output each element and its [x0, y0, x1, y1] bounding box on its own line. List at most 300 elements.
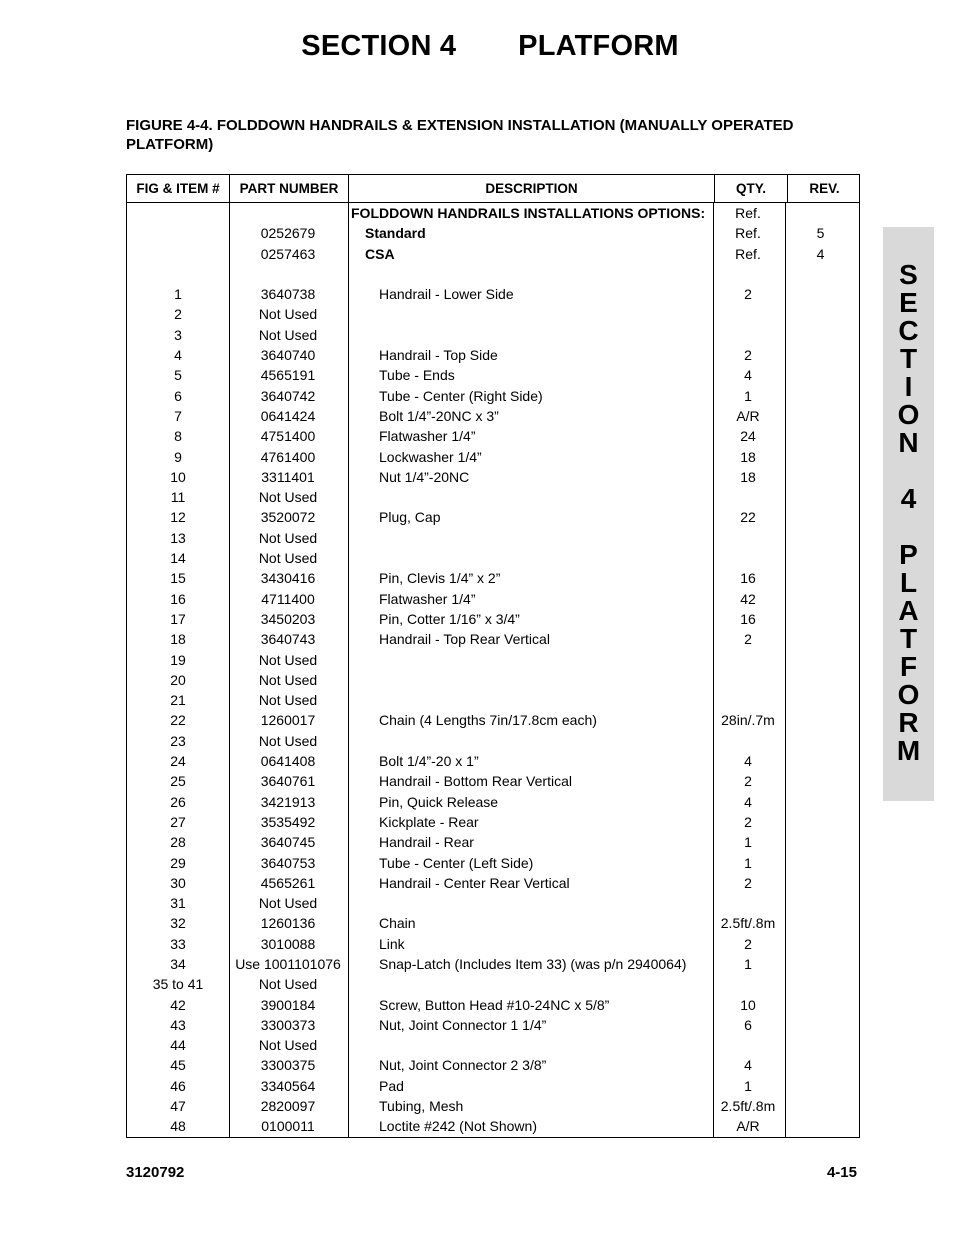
cell-part-number: 4565261 [260, 874, 316, 891]
cell-description: Standard [365, 225, 426, 242]
table-header [127, 175, 859, 203]
table-row [127, 832, 859, 852]
cell-description: Nut, Joint Connector 1 1/4” [379, 1016, 547, 1033]
cell-item-number: 46 [170, 1077, 186, 1094]
cell-part-number: 3520072 [260, 509, 316, 526]
parts-table [126, 174, 860, 1138]
cell-revision [784, 853, 857, 873]
cell-part-number: Not Used [258, 976, 318, 993]
column-header-description: DESCRIPTION [349, 175, 715, 202]
cell-description: Tubing, Mesh [379, 1098, 464, 1115]
cell-description: Chain (4 Lengths 7in/17.8cm each) [379, 712, 597, 729]
cell-quantity: 28in/.7m [721, 712, 775, 729]
cell-part-number: Not Used [258, 529, 318, 546]
cell-item-number: 27 [170, 813, 186, 830]
column-divider [713, 203, 714, 1137]
table-row [127, 710, 859, 730]
cell-quantity: 4 [744, 1057, 752, 1074]
cell-quantity [712, 690, 784, 710]
table-row [127, 345, 859, 365]
cell-revision [784, 426, 857, 446]
cell-description: Tube - Center (Left Side) [379, 854, 534, 871]
cell-item-number: 1 [174, 286, 182, 303]
cell-quantity: 4 [744, 793, 752, 810]
cell-item-number: 23 [170, 732, 186, 749]
table-row [127, 954, 859, 974]
cell-revision [784, 792, 857, 812]
cell-revision [784, 974, 857, 994]
cell-revision [784, 812, 857, 832]
cell-description [347, 690, 712, 710]
cell-part-number: 3450203 [260, 610, 316, 627]
cell-description: Tube - Center (Right Side) [379, 387, 543, 404]
cell-part-number: Not Used [258, 306, 318, 323]
cell-part-number: 3311401 [261, 468, 315, 485]
cell-part-number: 4751400 [260, 428, 316, 445]
cell-quantity: 1 [744, 1077, 752, 1094]
cell-revision [784, 710, 857, 730]
cell-quantity: 4 [744, 367, 752, 384]
cell-description: Nut, Joint Connector 2 3/8” [379, 1057, 547, 1074]
cell-revision: 4 [816, 245, 825, 262]
table-row [127, 1076, 859, 1096]
cell-item-number: 7 [174, 407, 182, 424]
cell-description [347, 1035, 712, 1055]
cell-quantity [712, 528, 784, 548]
cell-revision [784, 1076, 857, 1096]
table-row [127, 609, 859, 629]
table-row [127, 893, 859, 913]
cell-item-number: 11 [170, 489, 186, 506]
cell-revision [784, 1015, 857, 1035]
cell-quantity: A/R [736, 1118, 760, 1135]
side-tab-letter [883, 457, 934, 485]
cell-part-number: 3640753 [260, 854, 316, 871]
cell-quantity: 24 [740, 428, 756, 445]
side-tab-letter: E [899, 287, 918, 318]
cell-item-number: 14 [170, 550, 186, 567]
cell-quantity [712, 650, 784, 670]
cell-revision [784, 548, 857, 568]
cell-item-number: 4 [174, 347, 182, 364]
cell-item-number: 13 [170, 529, 186, 546]
cell-revision [784, 893, 857, 913]
cell-item-number: 35 to 41 [152, 976, 204, 993]
cell-quantity [712, 325, 784, 345]
cell-quantity: 16 [740, 570, 756, 587]
side-tab-letter: M [896, 735, 921, 766]
cell-item-number [127, 223, 229, 243]
table-row [127, 1116, 859, 1136]
side-tab-letter [883, 513, 934, 541]
table-row [127, 548, 859, 568]
cell-description: Flatwasher 1/4” [379, 428, 476, 445]
table-row [127, 1015, 859, 1035]
cell-part-number: 0641424 [260, 407, 316, 424]
cell-description: Nut 1/4”-20NC [379, 468, 470, 485]
cell-item-number: 19 [170, 651, 186, 668]
table-row [127, 1035, 859, 1055]
cell-item-number: 15 [170, 570, 186, 587]
cell-item-number [127, 264, 229, 284]
table-row [127, 751, 859, 771]
cell-item-number: 44 [170, 1037, 186, 1054]
cell-description: Bolt 1/4”-20NC x 3” [379, 407, 499, 424]
cell-revision [784, 1116, 857, 1136]
side-tab-letter: F [899, 651, 918, 682]
cell-quantity: Ref. [735, 225, 761, 242]
cell-revision [784, 568, 857, 588]
cell-quantity: 6 [744, 1016, 752, 1033]
cell-quantity: 2 [744, 631, 752, 648]
cell-item-number: 42 [170, 996, 186, 1013]
cell-revision [784, 447, 857, 467]
cell-revision [784, 771, 857, 791]
cell-revision [784, 873, 857, 893]
table-row [127, 365, 859, 385]
cell-revision [784, 203, 857, 223]
cell-description: Screw, Button Head #10-24NC x 5/8” [379, 996, 610, 1013]
cell-part-number: 3640740 [260, 347, 316, 364]
side-tab-label [883, 261, 934, 765]
cell-description: Link [379, 935, 405, 952]
cell-part-number: Not Used [258, 895, 318, 912]
cell-revision [784, 995, 857, 1015]
table-row [127, 873, 859, 893]
cell-item-number: 3 [174, 326, 182, 343]
table-row [127, 934, 859, 954]
cell-revision [784, 934, 857, 954]
cell-quantity: 4 [744, 753, 752, 770]
table-row [127, 731, 859, 751]
cell-revision [784, 365, 857, 385]
table-row [127, 1055, 859, 1075]
cell-quantity [712, 304, 784, 324]
cell-description: Chain [379, 915, 416, 932]
cell-item-number: 18 [170, 631, 186, 648]
cell-quantity: 2 [744, 286, 752, 303]
cell-item-number: 47 [170, 1098, 186, 1115]
cell-quantity: 2 [744, 813, 752, 830]
cell-item-number: 28 [170, 834, 186, 851]
cell-quantity: 18 [740, 448, 756, 465]
cell-description: Handrail - Rear [379, 834, 474, 851]
cell-part-number: 3340564 [260, 1077, 316, 1094]
cell-quantity [712, 264, 784, 284]
cell-description [347, 974, 712, 994]
cell-quantity: 16 [740, 610, 756, 627]
page-number: 4-15 [826, 1164, 857, 1181]
cell-description: Lockwasher 1/4” [379, 448, 482, 465]
cell-description [347, 731, 712, 751]
cell-revision [784, 487, 857, 507]
cell-part-number: 4711400 [261, 590, 315, 607]
cell-item-number [127, 244, 229, 264]
cell-item-number: 33 [170, 935, 186, 952]
cell-description: Handrail - Lower Side [379, 286, 514, 303]
cell-description [347, 670, 712, 690]
cell-part-number [229, 264, 347, 284]
cell-quantity: 42 [740, 590, 756, 607]
cell-revision [784, 1096, 857, 1116]
table-row [127, 629, 859, 649]
cell-item-number: 6 [174, 387, 182, 404]
cell-revision [784, 304, 857, 324]
cell-item-number [127, 203, 229, 223]
table-row [127, 974, 859, 994]
cell-part-number: 3640745 [260, 834, 316, 851]
cell-quantity [712, 893, 784, 913]
cell-item-number: 29 [170, 854, 186, 871]
cell-quantity [712, 548, 784, 568]
table-row [127, 203, 859, 223]
cell-part-number: Not Used [258, 326, 318, 343]
cell-quantity: 1 [744, 834, 752, 851]
cell-item-number: 26 [170, 793, 186, 810]
table-row [127, 386, 859, 406]
cell-quantity [712, 487, 784, 507]
column-header-part-number: PART NUMBER [230, 175, 349, 202]
cell-description: Flatwasher 1/4” [379, 590, 476, 607]
cell-item-number: 34 [170, 955, 186, 972]
cell-part-number: 0257463 [260, 245, 316, 262]
cell-item-number: 31 [170, 895, 186, 912]
side-tab-letter: N [898, 427, 919, 458]
cell-description: Handrail - Top Side [379, 347, 498, 364]
table-row [127, 447, 859, 467]
column-header-rev: REV. [809, 181, 840, 196]
cell-description [347, 548, 712, 568]
cell-quantity [712, 670, 784, 690]
cell-quantity: 2 [744, 773, 752, 790]
cell-quantity: 18 [740, 468, 756, 485]
cell-revision [784, 650, 857, 670]
cell-part-number: 4565191 [260, 367, 316, 384]
section-name: PLATFORM [518, 30, 679, 62]
cell-description: Pin, Quick Release [379, 793, 499, 810]
column-header-item: FIG & ITEM # [127, 175, 230, 202]
cell-part-number: Not Used [258, 651, 318, 668]
cell-quantity: 1 [744, 854, 752, 871]
table-row [127, 771, 859, 791]
table-row [127, 853, 859, 873]
cell-part-number: 0100011 [261, 1118, 315, 1135]
table-row [127, 589, 859, 609]
cell-revision [784, 406, 857, 426]
cell-description: Handrail - Bottom Rear Vertical [379, 773, 572, 790]
cell-part-number: 3300375 [260, 1057, 316, 1074]
table-row [127, 995, 859, 1015]
cell-quantity: 2 [744, 347, 752, 364]
cell-revision [784, 629, 857, 649]
cell-description: FOLDDOWN HANDRAILS INSTALLATIONS OPTIONS: [351, 205, 706, 221]
cell-quantity: 1 [744, 955, 752, 972]
cell-revision [784, 528, 857, 548]
cell-part-number: 2820097 [260, 1098, 316, 1115]
cell-description: Pad [379, 1077, 404, 1094]
cell-part-number: Not Used [258, 1037, 318, 1054]
side-tab-letter: L [899, 567, 918, 598]
cell-item-number: 45 [170, 1057, 186, 1074]
table-row [127, 304, 859, 324]
cell-part-number: 4761400 [260, 448, 316, 465]
cell-part-number: 3010088 [260, 935, 316, 952]
cell-part-number: 3535492 [260, 813, 316, 830]
cell-part-number: 3640743 [260, 631, 316, 648]
side-tab-letter: 4 [900, 483, 917, 514]
column-divider [229, 203, 230, 1137]
cell-description: Kickplate - Rear [379, 813, 479, 830]
cell-item-number: 17 [170, 610, 186, 627]
table-row [127, 487, 859, 507]
cell-part-number: 3300373 [260, 1016, 316, 1033]
cell-part-number: 1260017 [260, 712, 316, 729]
cell-quantity: Ref. [735, 205, 761, 221]
cell-description [347, 893, 712, 913]
table-row [127, 528, 859, 548]
cell-description [347, 264, 712, 284]
cell-part-number: Not Used [258, 489, 318, 506]
cell-quantity [712, 731, 784, 751]
table-row [127, 325, 859, 345]
table-row [127, 223, 859, 243]
cell-revision [784, 325, 857, 345]
cell-revision [784, 264, 857, 284]
cell-quantity [712, 1035, 784, 1055]
cell-description: Tube - Ends [379, 367, 455, 384]
cell-description: Pin, Clevis 1/4” x 2” [379, 570, 501, 587]
cell-item-number: 16 [170, 590, 186, 607]
table-row [127, 426, 859, 446]
cell-description [347, 325, 712, 345]
table-row [127, 650, 859, 670]
table-row [127, 812, 859, 832]
cell-description [347, 650, 712, 670]
column-header-qty: QTY. [715, 175, 788, 202]
document-number: 3120792 [126, 1164, 185, 1181]
side-tab-letter: I [904, 371, 913, 402]
cell-part-number: Not Used [258, 692, 318, 709]
side-tab-letter: A [898, 595, 919, 626]
side-tab-letter: O [897, 679, 920, 710]
cell-quantity: 2.5ft/.8m [720, 1098, 776, 1115]
cell-description: CSA [365, 245, 395, 262]
cell-revision [784, 1035, 857, 1055]
cell-revision [784, 345, 857, 365]
cell-item-number: 32 [170, 915, 186, 932]
table-row [127, 690, 859, 710]
cell-quantity: 1 [744, 387, 752, 404]
cell-description: Plug, Cap [379, 509, 441, 526]
cell-item-number: 48 [170, 1118, 186, 1135]
page-header [0, 30, 954, 63]
cell-quantity: 22 [740, 509, 756, 526]
side-tab-letter: O [897, 399, 920, 430]
cell-revision [784, 954, 857, 974]
cell-revision: 5 [816, 225, 825, 242]
cell-revision [784, 386, 857, 406]
cell-revision [784, 1055, 857, 1075]
cell-part-number: Not Used [258, 550, 318, 567]
cell-part-number: 3640738 [260, 286, 316, 303]
cell-item-number: 24 [170, 753, 186, 770]
table-row [127, 284, 859, 304]
cell-item-number: 30 [170, 874, 186, 891]
cell-revision [784, 690, 857, 710]
table-row [127, 670, 859, 690]
side-tab-letter: P [899, 539, 918, 570]
section-side-tab [883, 227, 934, 801]
cell-quantity: 2.5ft/.8m [720, 915, 776, 932]
table-body [127, 203, 859, 1137]
column-divider [348, 203, 349, 1137]
cell-item-number: 5 [174, 367, 182, 384]
cell-quantity: 10 [740, 996, 756, 1013]
cell-description: Bolt 1/4”-20 x 1” [379, 753, 479, 770]
table-row [127, 264, 859, 284]
table-row [127, 244, 859, 264]
table-row [127, 1096, 859, 1116]
cell-part-number: Not Used [258, 671, 318, 688]
cell-revision [784, 731, 857, 751]
cell-description [347, 487, 712, 507]
cell-description: Pin, Cotter 1/16” x 3/4” [379, 610, 520, 627]
side-tab-letter: T [899, 343, 918, 374]
cell-part-number: 0252679 [260, 225, 316, 242]
cell-item-number: 2 [174, 306, 182, 323]
side-tab-letter: S [899, 259, 918, 290]
cell-item-number: 21 [170, 692, 186, 709]
section-label: SECTION 4 [301, 30, 457, 62]
cell-revision [784, 284, 857, 304]
cell-revision [784, 467, 857, 487]
cell-item-number: 10 [170, 468, 186, 485]
table-row [127, 913, 859, 933]
table-row [127, 467, 859, 487]
cell-part-number [229, 203, 347, 223]
cell-quantity: 2 [744, 874, 752, 891]
table-row [127, 568, 859, 588]
cell-description: Handrail - Top Rear Vertical [379, 631, 550, 648]
cell-item-number: 8 [174, 428, 182, 445]
cell-part-number: 3640761 [260, 773, 316, 790]
cell-revision [784, 589, 857, 609]
side-tab-letter: C [898, 315, 919, 346]
cell-item-number: 22 [170, 712, 186, 729]
cell-item-number: 12 [170, 509, 186, 526]
table-row [127, 792, 859, 812]
cell-revision [784, 670, 857, 690]
cell-item-number: 25 [170, 773, 186, 790]
cell-part-number: 0641408 [260, 753, 316, 770]
cell-revision [784, 751, 857, 771]
side-tab-letter: R [898, 707, 919, 738]
cell-revision [784, 832, 857, 852]
cell-quantity [712, 974, 784, 994]
cell-quantity: 2 [744, 935, 752, 952]
cell-part-number: 3640742 [260, 387, 316, 404]
cell-revision [784, 913, 857, 933]
cell-item-number: 43 [170, 1016, 186, 1033]
cell-quantity: Ref. [735, 245, 761, 262]
cell-description [347, 528, 712, 548]
cell-revision [784, 609, 857, 629]
cell-quantity: A/R [736, 407, 760, 424]
cell-part-number: Use 1001101076 [235, 955, 341, 972]
cell-part-number: 3430416 [260, 570, 316, 587]
table-row [127, 406, 859, 426]
cell-part-number: 1260136 [260, 915, 316, 932]
